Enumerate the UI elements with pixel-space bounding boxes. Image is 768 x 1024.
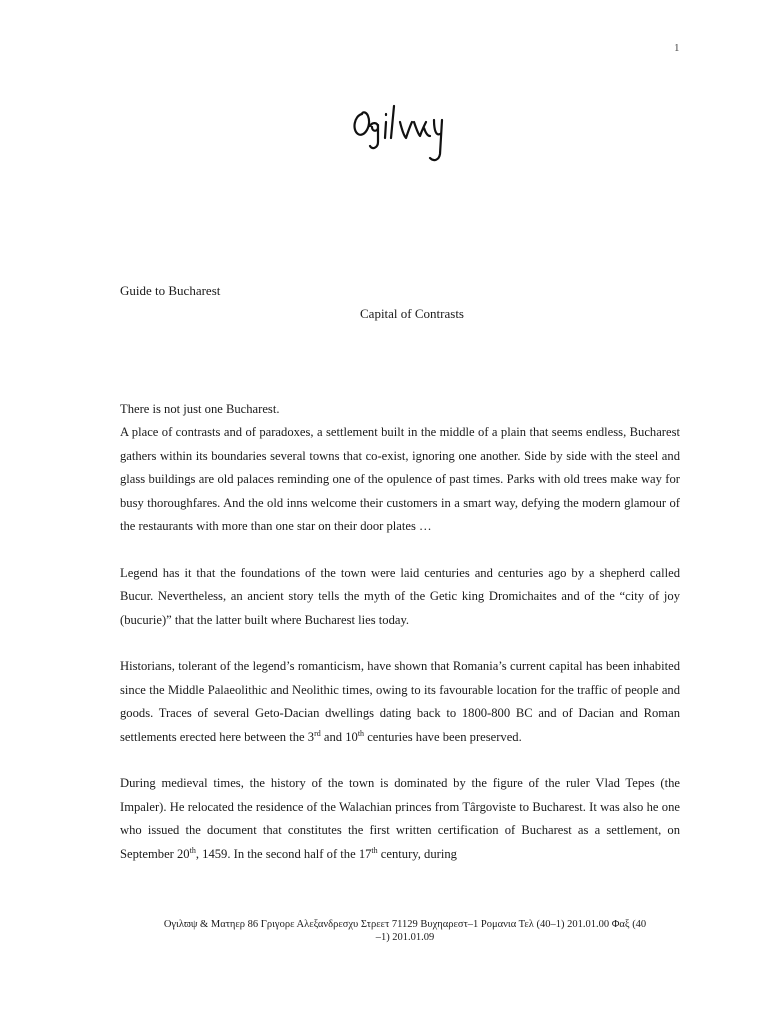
paragraph-3	[120, 655, 680, 749]
paragraph-4	[120, 772, 680, 866]
ogilvy-logo	[348, 96, 448, 168]
paragraph-2: Legend has it that the foundations of the town were laid centuries and centuries ago by a shepherd called Bucur. Nevertheless, an ancient story tells the myth of the Getic king Dromichaites and of the “city of joy (bucurie)” that the latter built where Bucharest lies today.	[120, 565, 680, 627]
ordinal-superscript: th	[189, 845, 196, 855]
paragraph-4-text-c: century, during	[377, 846, 457, 861]
document-label: Guide to Bucharest	[120, 283, 221, 298]
intro-line: There is not just one Bucharest.	[120, 402, 280, 416]
paragraph-4-text-a: During medieval times, the history of the town is dominated by the figure of the ruler Vlad Tepes (the Impaler). He relocated the residence of the Walachian princes from Târgoviste to Bucharest. It was also he one who issued the document that constitutes the first written certification of Bucharest as a settlement, on September 20	[120, 776, 680, 861]
footer-address	[120, 918, 690, 944]
footer-line-2: –1) 201.01.09	[375, 932, 435, 943]
body-text	[120, 398, 680, 889]
ordinal-superscript: th	[357, 728, 365, 738]
paragraph-3-text-b: and 10	[320, 729, 358, 744]
page-number: 1	[674, 42, 680, 54]
footer-line-1: Ογιλϖψ & Ματηερ 86 Γριγορε Αλεξανδρεσχυ Στρεετ 71129 Βυχηαρεστ–1 Ρομανια Τελ (40–1) 201.01.00 Φαξ (40	[163, 919, 647, 930]
document-subtitle: Capital of Contrasts	[360, 306, 464, 321]
ordinal-superscript: rd	[314, 728, 321, 738]
paragraph-4-text-b: , 1459. In the second half of the 17	[195, 846, 372, 861]
paragraph-3-text-a: Historians, tolerant of the legend’s romanticism, have shown that Romania’s current capital has been inhabited since the Middle Palaeolithic and Neolithic times, owing to its favourable location for the traffic of people and goods. Traces of several Geto-Dacian dwellings dating back to 1800-800 BC and of Dacian and Roman settlements erected here between the 3	[120, 659, 680, 744]
paragraph-3-text-c: centuries have been preserved.	[364, 729, 522, 744]
paragraph-1: A place of contrasts and of paradoxes, a settlement built in the middle of a plain that seems endless, Bucharest gathers within its boundaries several towns that co-exist, ignoring one another. Side by side with the steel and glass buildings are old palaces reminding one of the opulence of past times. Parks with old trees make way for busy thoroughfares. And the old inns welcome their customers in a smart way, defying the modern glamour of the restaurants with more than one star on their door plates …	[120, 425, 680, 534]
ordinal-superscript: th	[371, 845, 378, 855]
